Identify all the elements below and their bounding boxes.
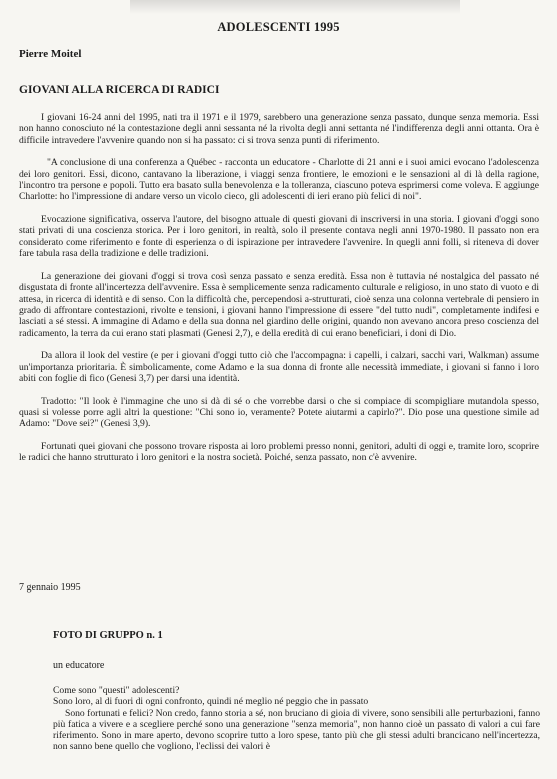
text-line: Sono fortunati e felici? Non credo, fanno storia a sé, non bruciano di gioia di vivere, sono sensibili alle perturbazioni, fanno più fatica a vivere e a scegliere perché sono una generazione "senza memoria", non hanno cioè un passato di valori a cui fare riferimento. Sono in mare aperto, devono scoprire tutto a loro spese, tanto più che gli stessi adulti brancicano nell'incertezza, non sanno bene quello che vogliono, l'eclissi dei valori è <box>53 707 540 753</box>
article-body <box>19 112 539 475</box>
paragraph: I giovani 16-24 anni del 1995, nati tra il 1971 e il 1979, sarebbero una generazione senza passato, dunque senza memoria. Essi non hanno conosciuto né la contestazione degli anni sessanta né la rivolta degli anni settanta né l'indifferenza degli anni ottanta. Ora è difficile intravedere l'avvenire quando non si ha passato: ci si trova senza punti di riferimento. <box>19 112 539 146</box>
paragraph: "A conclusione di una conferenza a Québec - racconta un educatore - Charlotte di 21 anni e i suoi amici evocano l'adolescenza dei loro genitori. Essi, dicono, cantavano la liberazione, i viaggi senza frontiere, le emozioni e le sensazioni al di là della ragione, l'incontro tra persone e popoli. Tutto era basato sulla benevolenza e la tolleranza, ciascuno poteva esprimersi come voleva. E aggiunge Charlotte: ho l'impressione di andare verso un vicolo cieco, gli adolescenti di ieri erano più felici di noi". <box>19 157 539 203</box>
subsection-body <box>53 685 540 753</box>
document-date: 7 gennaio 1995 <box>19 582 81 593</box>
paragraph: Evocazione significativa, osserva l'autore, del bisogno attuale di questi giovani di inscriversi in una storia. I giovani d'oggi sono stati privati di una coscienza storica. Per i loro genitori, in realtà, solo il presente contava negli anni 1970-1980. Il passato non era considerato come riferimento e fonte di esperienza o di ispirazione per intravedere l'avvenire. In quegli anni folli, si riteneva di dover fare tabula rasa della tradizione e delle tradizioni. <box>19 214 539 260</box>
document-title: ADOLESCENTI 1995 <box>217 20 340 34</box>
text-line: Sono loro, al di fuori di ogni confronto, quindi né meglio né peggio che in passato <box>53 696 369 708</box>
scan-bleed-through <box>130 0 460 14</box>
author-name: Pierre Moitel <box>19 48 82 60</box>
paragraph: Da allora il look del vestire (e per i giovani d'oggi tutto ciò che l'accompagna: i capelli, i calzari, sacchi vari, Walkman) assume un'importanza prioritaria. È simbolicamente, come Adamo e la sua donna di fronte alle necessità immediate, i giovani si fanno i loro abiti con foglie di fico (Genesi 3,7) per darsi una identità. <box>19 350 539 384</box>
text-line: Come sono "questi" adolescenti? <box>53 685 180 696</box>
subsection-title: FOTO DI GRUPPO n. 1 <box>53 630 163 641</box>
paragraph: Tradotto: "Il look è l'immagine che uno si dà di sé o che vorrebbe darsi o che si compiace di scompigliare mutandola spesso, quasi si volesse porre agli altri la questione: "Chi sono io, veramente? Potete aiutarmi a capirlo?". Dio pose una questione simile ad Adamo: "Dove sei?" (Genesi 3,9). <box>19 395 539 430</box>
paragraph: Fortunati quei giovani che possono trovare risposta ai loro problemi presso nonni, genitori, adulti di oggi e, tramite loro, scoprire le radici che hanno strutturato i loro genitori e la nostra società. Poiché, senza passato, non c'è avvenire. <box>19 440 539 464</box>
paragraph: La generazione dei giovani d'oggi si trova così senza passato e senza eredità. Essa non è tuttavia né nostalgica del passato né disgustata di fronte all'incertezza dell'avvenire. Essa è semplicemente senza radicamento culturale e religioso, in uno stato di vuoto e di attesa, in ricerca di identità e di senso. Con la difficoltà che, percependosi a-strutturati, cioè senza una colonna vertebrale di pensiero in grado di affrontare contestazioni, rivolte e tensioni, i giovani hanno l'impressione di essere "del tutto nudi", completamente indifesi e lasciati a sé stessi. A immagine di Adamo e della sua donna nel giardino delle origini, quando non avevano ancora preso coscienza del radicamento, la terra da cui erano stati plasmati (Genesi 2,7), e della eredità di cui erano beneficiari, i doni di Dio. <box>19 270 539 339</box>
subsection-author: un educatore <box>53 660 105 671</box>
section-title: GIOVANI ALLA RICERCA DI RADICI <box>19 84 220 96</box>
